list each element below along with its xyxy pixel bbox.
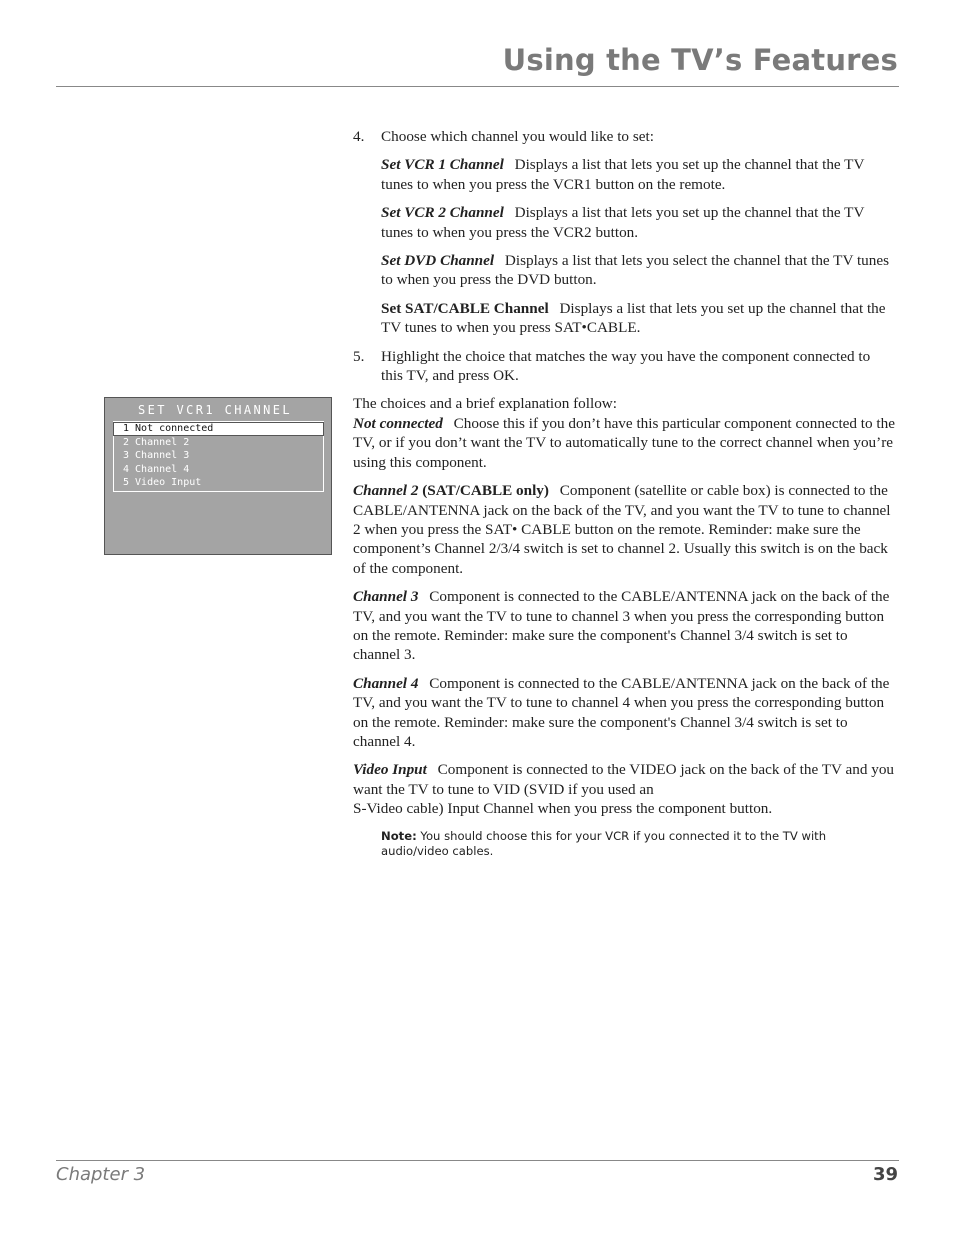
option-term: Set VCR 2 Channel (381, 204, 504, 222)
choices-intro: The choices and a brief explanation follow: (353, 395, 617, 413)
choice-term: Channel 4 (353, 674, 419, 692)
choice-term: Channel 3 (353, 588, 419, 606)
choice-video-input (353, 760, 895, 818)
choice-text: Choose this if you don’t have this particular component connected to the TV, or if you don’t want the TV to automatically tune to the correct channel when you’re using this component. (353, 414, 895, 471)
option-term: Set DVD Channel (381, 252, 495, 270)
option-set-sat-cable (381, 299, 895, 338)
tv-menu-item-not-connected[interactable]: 1 Not connected (113, 422, 324, 436)
tv-menu-list (113, 421, 324, 492)
choice-text: Component is connected to the CABLE/ANTENNA jack on the back of the TV, and you want the TV to tune to channel 4 when you press the corresponding button on the remote. Reminder: make sure the component's Channel 3/4 switch is set to channel 4. (353, 674, 890, 750)
choice-term-extra: (SAT/CABLE only) (422, 482, 549, 500)
choice-channel-3 (353, 587, 895, 665)
tv-menu-screen (104, 397, 332, 555)
step-text: Choose which channel you would like to set: (381, 128, 654, 145)
step-number: 5. (353, 347, 365, 365)
option-set-dvd (381, 251, 895, 290)
choice-text: Component is connected to the VIDEO jack on the back of the TV and you want the TV to tune to VID (SVID if you used an (353, 761, 895, 798)
step-number: 4. (353, 128, 365, 145)
choice-term: Not connected (353, 414, 443, 432)
option-text: Displays a list that lets you set up the channel that the TV tunes to when you press the VCR1 button on the remote. (381, 156, 865, 193)
option-set-vcr1 (381, 155, 895, 194)
choice-text: Component is connected to the CABLE/ANTENNA jack on the back of the TV, and you want the TV to tune to channel 3 when you press the corresponding button on the remote. Reminder: make sure the component's Channel 3/4 switch is set to channel 3. (353, 588, 890, 664)
choice-text: Component (satellite or cable box) is connected to the CABLE/ANTENNA jack on the back of the TV, and you want the TV to tune to channel 2 when you press the SAT• CABLE button on the remote. Reminder: make sure the component’s Channel 2/3/4 switch is set to channel 2. Usually this switch is on the back of the component. (353, 482, 891, 577)
choice-channel-4 (353, 674, 895, 752)
note-label: Note: (381, 828, 417, 843)
tv-menu-title: SET VCR1 CHANNEL (138, 403, 292, 417)
step-4 (353, 127, 895, 146)
step-text: Highlight the choice that matches the way you have the component connected to this TV, and press OK. (381, 347, 871, 385)
tv-menu-item-video-input[interactable]: 5 Video Input (123, 477, 202, 489)
footer-divider (56, 1160, 899, 1161)
page-title: Using the TV’s Features (502, 43, 898, 77)
option-term: Set VCR 1 Channel (381, 156, 504, 174)
option-text: Displays a list that lets you set up the channel that the TV tunes to when you press SAT•CABLE. (381, 299, 886, 337)
step-5 (353, 347, 895, 386)
note-text: You should choose this for your VCR if you connected it to the TV with audio/video cables. (381, 828, 827, 859)
choice-term: Channel 2 (353, 482, 419, 500)
tv-menu-item-channel-4[interactable]: 4 Channel 4 (123, 463, 190, 475)
option-set-vcr2 (381, 203, 895, 242)
choice-channel-2 (353, 481, 895, 578)
tv-menu-item-channel-2[interactable]: 2 Channel 2 (123, 437, 190, 448)
option-text: Displays a list that lets you select the channel that the TV tunes to when you press the DVD button. (381, 252, 889, 289)
choice-not-connected (353, 414, 895, 472)
title-divider (56, 86, 899, 87)
page-number: 39 (872, 1164, 898, 1185)
option-text: Displays a list that lets you set up the channel that the TV tunes to when you press the VCR2 button. (381, 204, 865, 241)
main-content (353, 127, 895, 860)
chapter-label: Chapter 3 (56, 1164, 146, 1185)
note (381, 829, 895, 860)
choice-term: Video Input (353, 761, 427, 779)
option-term: Set SAT/CABLE Channel (381, 299, 549, 317)
tv-menu-item-channel-3[interactable]: 3 Channel 3 (123, 450, 190, 462)
choice-text-continued: S-Video cable) Input Channel when you press the component button. (353, 800, 773, 818)
